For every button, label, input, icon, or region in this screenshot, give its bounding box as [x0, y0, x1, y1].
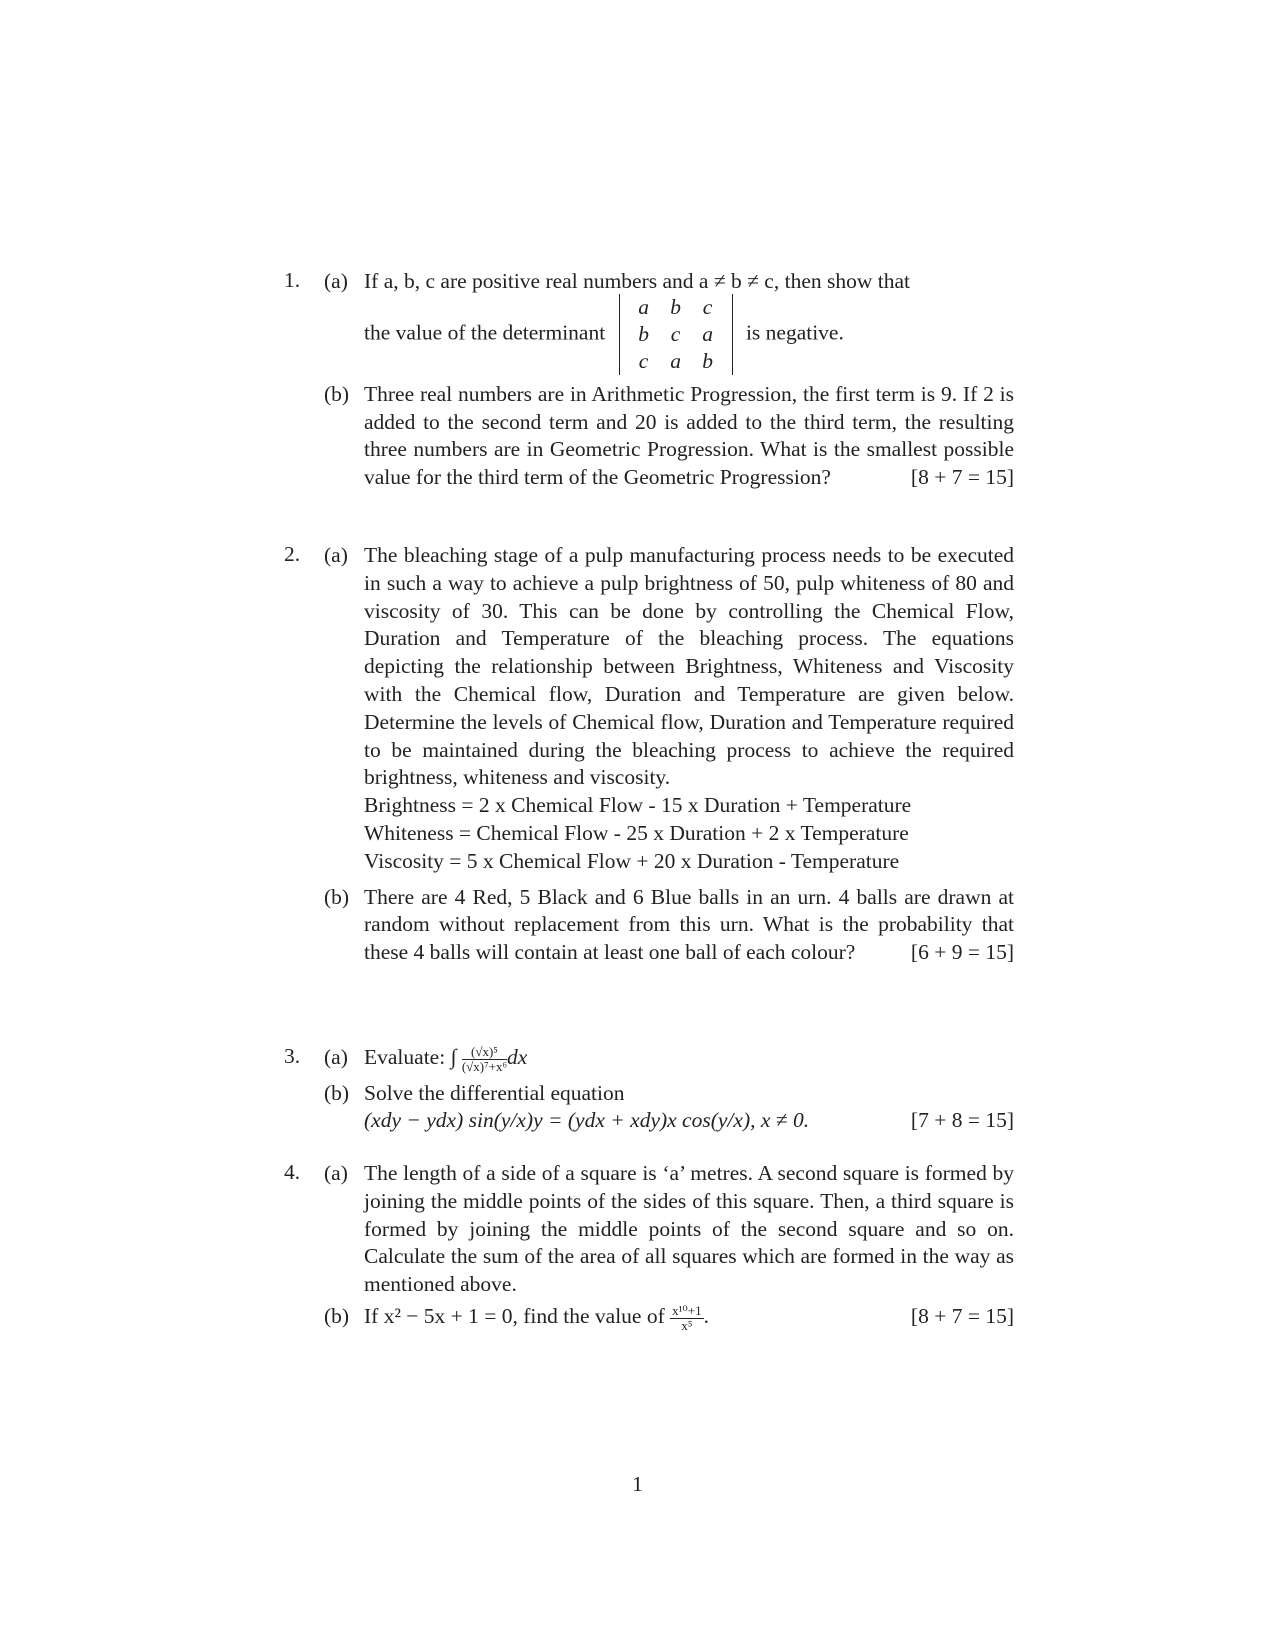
q1a-text3: is negative.	[745, 320, 844, 345]
question-4b: (b) If x² − 5x + 1 = 0, find the value of $\frac{\text{x¹⁰+1}}{\text{x⁵}}$ . [8 + 7 = 15]	[324, 1302, 1014, 1333]
question-3b: (b) Solve the differential equation (xdy − ydx) sin(y/x)y = (ydx + xdy)x cos(y/x), x ≠ 0. [7 + 8 = 15]	[324, 1080, 1014, 1136]
question-1a: (a) If a, b, c are positive real numbers and a ≠ b ≠ c, then show that the value of the determinant a b c b c a c a b is negative.	[324, 268, 1014, 375]
expression-fraction: $\frac{\text{x¹⁰+1}}{\text{x⁵}}$	[672, 1302, 702, 1333]
question-3a: (a) Evaluate: ∫ $\frac{\text{(√x)⁵}}{\text{(√x)⁷+x⁶}}$ dx	[324, 1043, 528, 1074]
marks: [8 + 7 = 15]	[910, 1303, 1014, 1328]
question-4: 4. (a) The length of a side of a square is ‘a’ metres. A second square is formed by joining the middle points of the sides of this square. Then, a third square is formed by joining the middle points of the second square and so on. Calculate the sum of the area of all squares which are formed in the way as mentioned above. (b) If x² − 5x + 1 = 0, find the value of $\frac{\text{x¹⁰+1}}{\text{x⁵}}$ . [8 + 7 = 15]	[284, 1160, 1014, 1333]
question-1: 1. (a) If a, b, c are positive real numbers and a ≠ b ≠ c, then show that the value of the determinant a b c b c a c a b is negative. (b) Three real numbers are in Arithmetic Progression, the first term is 9. If 2 is added to the second term and 20 is added to the third term, the resulting three numbers are in Geometric Progression. What is the smallest possible value for the third term of the Geometric Progression? [8 + 7 = 15]	[284, 268, 1014, 492]
marks: [8 + 7 = 15]	[910, 465, 1014, 490]
equation-viscosity: Viscosity = 5 x Chemical Flow + 20 x Duration - Temperature	[364, 848, 900, 873]
marks: [7 + 8 = 15]	[910, 1108, 1014, 1133]
question-2: 2. (a) The bleaching stage of a pulp manufacturing process needs to be executed in such a way to achieve a pulp brightness of 50, pulp whiteness of 80 and viscosity of 30. This can be done by controlling the Chemical Flow, Duration and Temperature of the bleaching process. The equations depicting the relationship between Brightness, Whiteness and Viscosity with the Chemical flow, Duration and Temperature are given below. Determine the levels of Chemical flow, Duration and Temperature required to be maintained during the bleaching process to achieve the required brightness, whiteness and viscosity. Brightness = 2 x Chemical Flow - 15 x Duration + Temperature Whiteness = Chemical Flow - 25 x Duration + 2 x Temperature Viscosity = 5 x Chemical Flow + 20 x Duration - Temperature (b) There are 4 Red, 5 Black and 6 Blue balls in an urn. 4 balls are drawn at random without replacement from this urn. What is the probability that these 4 balls will contain at least one ball of each colour? [6 + 9 = 15]	[284, 542, 1014, 967]
q1a-text: If a, b, c are positive real numbers and a ≠ b ≠ c, then show that	[364, 269, 910, 293]
question-1b: (b) Three real numbers are in Arithmetic Progression, the first term is 9. If 2 is added to the second term and 20 is added to the third term, the resulting three numbers are in Geometric Progression. What is the smallest possible value for the third term of the Geometric Progression? [8 + 7 = 15]	[324, 381, 1014, 492]
marks: [6 + 9 = 15]	[910, 940, 1014, 965]
question-2b: (b) There are 4 Red, 5 Black and 6 Blue balls in an urn. 4 balls are drawn at random without replacement from this urn. What is the probability that these 4 balls will contain at least one ball of each colour? [6 + 9 = 15]	[324, 884, 1014, 967]
q1a-text2: the value of the determinant	[364, 320, 606, 345]
equation-whiteness: Whiteness = Chemical Flow - 25 x Duration + 2 x Temperature	[364, 820, 909, 845]
equation-brightness: Brightness = 2 x Chemical Flow - 15 x Duration + Temperature	[364, 793, 912, 818]
question-2a: (a) The bleaching stage of a pulp manufacturing process needs to be executed in such a way to achieve a pulp brightness of 50, pulp whiteness of 80 and viscosity of 30. This can be done by controlling the Chemical Flow, Duration and Temperature of the bleaching process. The equations depicting the relationship between Brightness, Whiteness and Viscosity with the Chemical flow, Duration and Temperature are given below. Determine the levels of Chemical flow, Duration and Temperature required to be maintained during the bleaching process to achieve the required brightness, whiteness and viscosity. Brightness = 2 x Chemical Flow - 15 x Duration + Temperature Whiteness = Chemical Flow - 25 x Duration + 2 x Temperature Viscosity = 5 x Chemical Flow + 20 x Duration - Temperature	[324, 542, 1014, 876]
determinant: a b c b c a c a b	[619, 294, 733, 375]
integrand-fraction: $\frac{\text{(√x)⁵}}{\text{(√x)⁷+x⁶}}$	[461, 1043, 508, 1074]
differential-equation: (xdy − ydx) sin(y/x)y = (ydx + xdy)x cos(y/x), x ≠ 0.	[364, 1108, 810, 1133]
question-3: 3. (a) Evaluate: ∫ $\frac{\text{(√x)⁵}}{\text{(√x)⁷+x⁶}}$ dx (b) Solve the differential equation (xdy − ydx) sin(y/x)y = (ydx + xdy)x cos(y/x), x ≠ 0. [7 + 8 = 15]	[284, 1044, 1014, 1135]
page-number: 1	[632, 1472, 643, 1496]
question-4a: (a) The length of a side of a square is ‘a’ metres. A second square is formed by joining the middle points of the sides of this square. Then, a third square is formed by joining the middle points of the second square and so on. Calculate the sum of the area of all squares which are formed in the way as mentioned above.	[324, 1161, 1014, 1297]
